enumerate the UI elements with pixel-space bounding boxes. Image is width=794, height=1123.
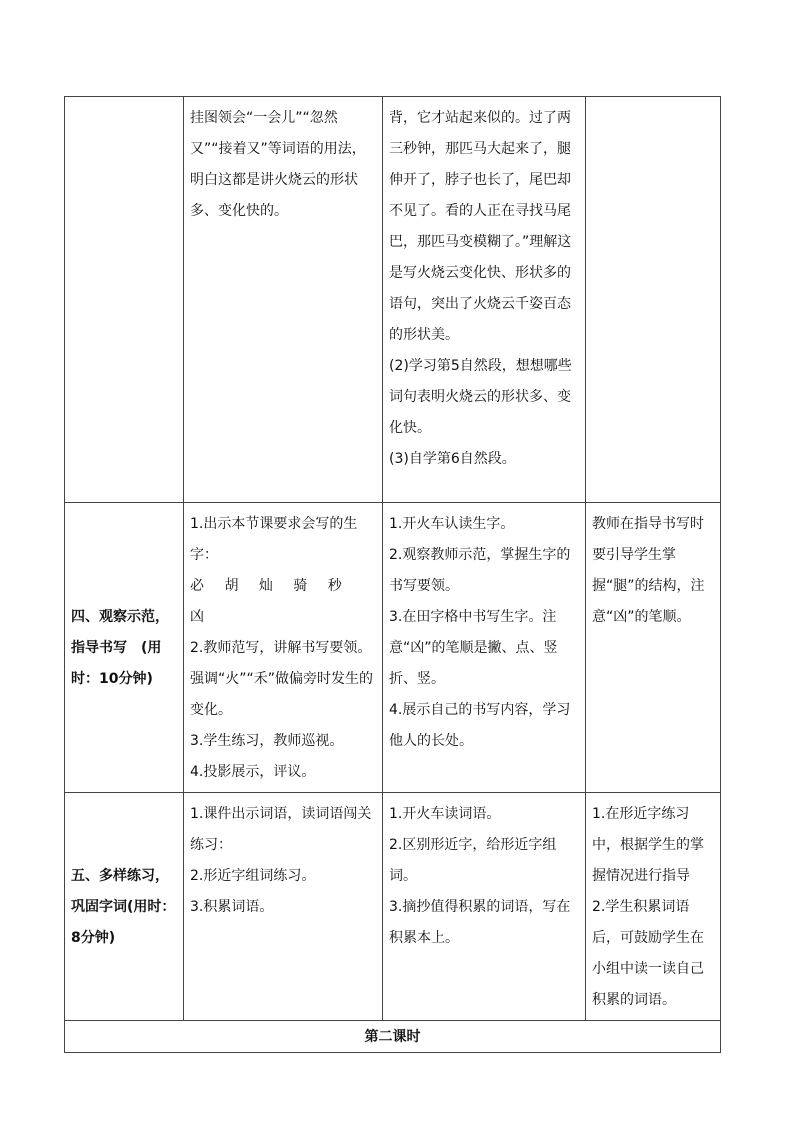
student-activity-line: (3)自学第6自然段。 <box>389 451 516 467</box>
design-note-cell <box>586 793 721 1021</box>
student-activity-line: 3.在田字格中书写生字。注意“凶”的笔顺是撇、点、竖折、竖。 <box>389 609 558 687</box>
table-row <box>65 1021 721 1053</box>
lesson-plan-table <box>64 96 721 1053</box>
teacher-activity-line: 1.课件出示词语，读词语闯关练习： <box>190 806 372 853</box>
teacher-activity-cell <box>184 97 383 503</box>
student-activity-cell <box>383 503 586 793</box>
student-activity-line: 1.开火车认读生字。 <box>389 516 515 532</box>
design-note-cell <box>586 97 721 503</box>
teacher-activity-line: 4.投影展示，评议。 <box>190 764 316 780</box>
period-heading: 第二课时 <box>65 1021 721 1053</box>
student-activity-line: (2)学习第5自然段，想想哪些词句表明火烧云的形状多、变化快。 <box>389 358 572 436</box>
student-activity-line: 4.展示自己的书写内容，学习他人的长处。 <box>389 702 571 749</box>
teacher-activity-line: 2.教师范写，讲解书写要领。强调“火”“禾”做偏旁时发生的变化。 <box>190 640 374 718</box>
design-note-line: 教师在指导书写时要引导学生掌握“腿”的结构，注意“凶”的笔顺。 <box>592 516 705 625</box>
student-activity-line: 3.摘抄值得积累的词语，写在积累本上。 <box>389 899 571 946</box>
character-list: 必 胡 灿 骑 秒 凶 <box>190 578 363 625</box>
design-note-cell <box>586 503 721 793</box>
design-note-line: 2.学生积累词语后，可鼓励学生在小组中读一读自己积累的词语。 <box>592 899 704 1008</box>
student-activity-line: 2.观察教师示范，掌握生字的书写要领。 <box>389 547 571 594</box>
stage-cell: 五、多样练习，巩固字词(用时：8分钟) <box>65 793 184 1021</box>
table-row <box>65 793 721 1021</box>
student-activity-line: 背，它才站起来似的。过了两三秒钟，那匹马大起来了，腿伸开了，脖子也长了，尾巴却不见了。看的人正在寻找马尾巴，那匹马变模糊了。”理解这是写火烧云变化快、形状多的语句，突出了火烧云千姿百态的形状美。 <box>389 110 572 343</box>
teacher-activity-line: 3.学生练习，教师巡视。 <box>190 733 344 749</box>
teacher-activity-line: 1.出示本节课要求会写的生字： <box>190 516 358 563</box>
teacher-activity-cell <box>184 793 383 1021</box>
teacher-activity-line: 3.积累词语。 <box>190 899 274 915</box>
table-row <box>65 97 721 503</box>
teacher-activity-cell <box>184 503 383 793</box>
student-activity-line: 1.开火车读词语。 <box>389 806 501 822</box>
student-activity-line: 2.区别形近字，给形近字组词。 <box>389 837 557 884</box>
stage-cell <box>65 97 184 503</box>
teacher-activity-line: 挂图领会“一会儿”“忽然又”“接着又”等词语的用法，明白这都是讲火烧云的形状多、变化快的。 <box>190 110 366 219</box>
student-activity-cell <box>383 97 586 503</box>
teacher-activity-line: 2.形近字组词练习。 <box>190 868 316 884</box>
stage-cell: 四、观察示范，指导书写 (用时：10分钟) <box>65 503 184 793</box>
table-row <box>65 503 721 793</box>
student-activity-cell <box>383 793 586 1021</box>
design-note-line: 1.在形近字练习中，根据学生的掌握情况进行指导 <box>592 806 704 884</box>
